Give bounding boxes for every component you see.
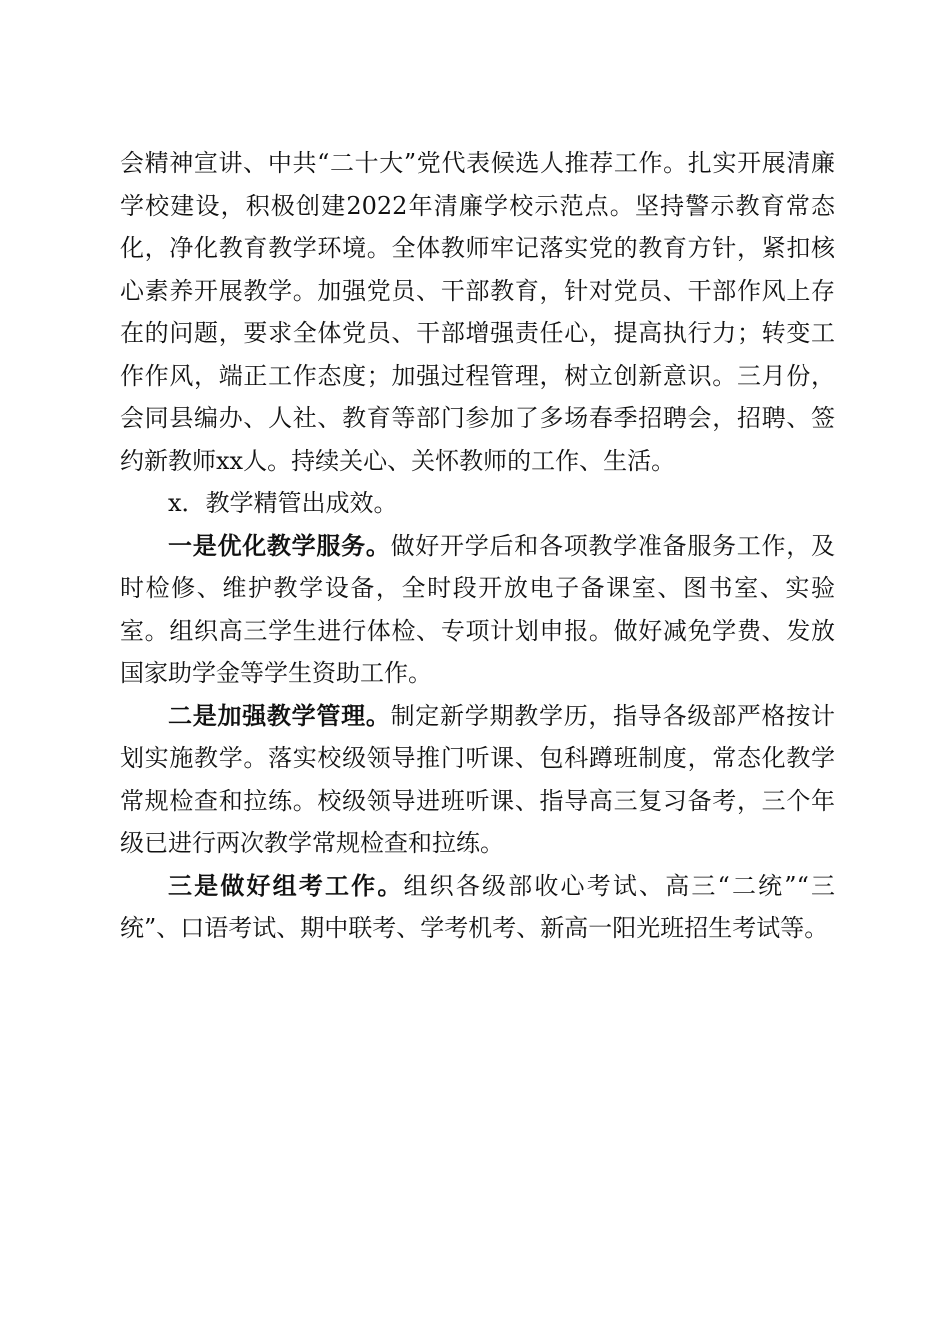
item-text: 组织各级部收心考试、高三“二统”“三统”、口语考试、期中联考、学考机考、新高一阳光班招生考试等。 bbox=[120, 871, 836, 942]
paragraph-continuation: 会精神宣讲、中共“二十大”党代表候选人推荐工作。扎实开展清廉学校建设，积极创建2022年清廉学校示范点。坚持警示教育常态化，净化教育教学环境。全体教师牢记落实党的教育方针，紧扣核心素养开展教学。加强党员、干部教育，针对党员、干部作风上存在的问题，要求全体党员、干部增强责任心，提高执行力；转变工作作风，端正工作态度；加强过程管理，树立创新意识。三月份，会同县编办、人社、教育等部门参加了多场春季招聘会，招聘、签约新教师xx人。持续关心、关怀教师的工作、生活。 bbox=[120, 149, 835, 475]
document-body bbox=[120, 142, 835, 950]
paragraph-item-2 bbox=[120, 695, 835, 865]
item-text: 做好开学后和各项教学准备服务工作，及时检修、维护教学设备，全时段开放电子备课室、图书室、实验室。组织高三学生进行体检、专项计划申报。做好减免学费、发放国家助学金等学生资助工作。 bbox=[120, 531, 835, 687]
paragraph-item-1 bbox=[120, 525, 835, 695]
item-lead: 一是优化教学服务。 bbox=[168, 530, 391, 560]
item-lead: 二是加强教学管理。 bbox=[168, 700, 391, 730]
paragraph-item-3 bbox=[120, 865, 835, 950]
item-lead: 三是做好组考工作。 bbox=[168, 870, 404, 900]
item-text: 制定新学期教学历，指导各级部严格按计划实施教学。落实校级领导推门听课、包科蹲班制度，常态化教学常规检查和拉练。校级领导进班听课、指导高三复习备考，三个年级已进行两次教学常规检查和拉练。 bbox=[120, 701, 835, 857]
section-heading: x．教学精管出成效。 bbox=[168, 489, 398, 517]
